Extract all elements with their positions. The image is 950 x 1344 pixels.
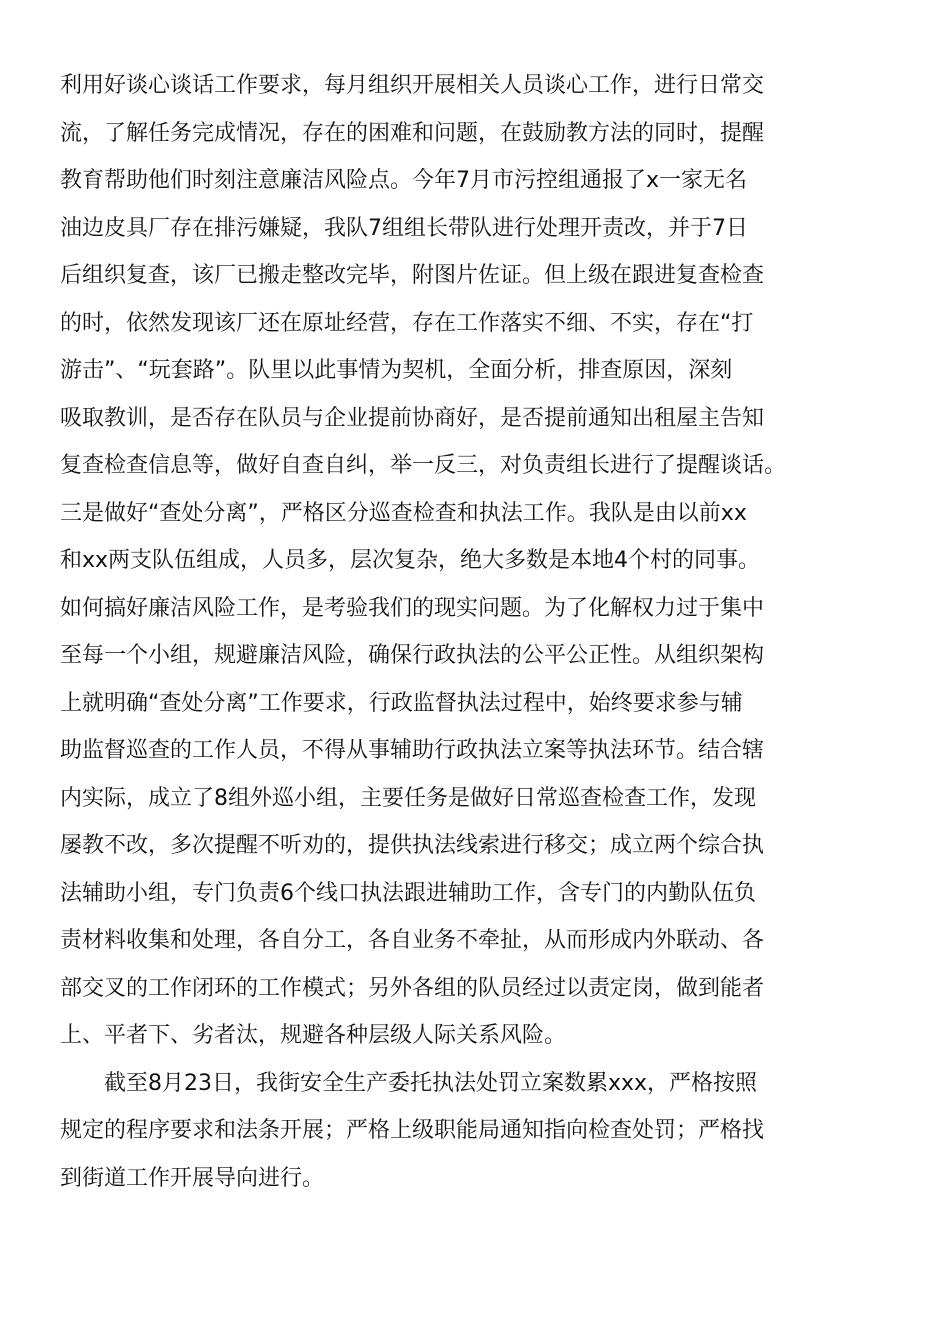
document-page (60, 62, 890, 1202)
text-line: 复查检查信息等，做好自查自纠，举一反三，对负责组长进行了提醒谈话。 (60, 453, 787, 478)
text-line: 上、平者下、劣者汰，规避各种层级人际关系风险。 (60, 1023, 567, 1048)
text-line: 油边皮具厂存在排污嫌疑，我队7组组长带队进行处理开责改，并于7日 (60, 215, 748, 241)
text-line: 到街道工作开展导向进行。 (60, 1165, 325, 1191)
text-line: 教育帮助他们时刻注意廉洁风险点。今年7月市污控组通报了x一家无名 (60, 168, 748, 193)
text-line: 规定的程序要求和法条开展；严格上级职能局通知指向检查处罚；严格找 (60, 1118, 765, 1143)
text-line: 上就明确“查处分离”工作要求，行政监督执法过程中，始终要求参与辅 (60, 690, 743, 716)
text-line: 法辅助小组，专门负责6个线口执法跟进辅助工作，含专门的内勤队伍负 (60, 880, 756, 906)
text-line: 如何搞好廉洁风险工作，是考验我们的现实问题。为了化解权力过于集中 (60, 595, 765, 621)
text-line: 利用好谈心谈话工作要求，每月组织开展相关人员谈心工作，进行日常交 (60, 73, 765, 98)
paragraph-3 (60, 1060, 890, 1203)
text-line: 截至8月23日，我街安全生产委托执法处罚立案数累xxx，严格按照 (60, 1070, 758, 1096)
text-line: 部交叉的工作闭环的工作模式；另外各组的队员经过以责定岗，做到能者 (60, 975, 765, 1001)
text-line: 助监督巡查的工作人员，不得从事辅助行政执法立案等执法环节。结合辖 (60, 738, 765, 763)
paragraph-2 (60, 490, 890, 1060)
text-line: 游击”、“玩套路”。队里以此事情为契机，全面分析，排查原因，深刻 (60, 358, 733, 383)
text-line: 流，了解任务完成情况，存在的困难和问题，在鼓励教方法的同时，提醒 (60, 120, 765, 146)
text-line: 的时，依然发现该厂还在原址经营，存在工作落实不细、不实，存在“打 (60, 310, 754, 336)
text-line: 吸取教训，是否存在队员与企业提前协商好，是否提前通知出租屋主告知 (60, 405, 765, 431)
text-line: 后组织复查，该厂已搬走整改完毕，附图片佐证。但上级在跟进复查检查 (60, 263, 765, 288)
text-line: 内实际，成立了8组外巡小组，主要任务是做好日常巡查检查工作，发现 (60, 785, 756, 811)
text-line: 责材料收集和处理，各自分工，各自业务不牵扯，从而形成内外联动、各 (60, 928, 765, 953)
paragraph-1 (60, 62, 890, 490)
text-line: 三是做好“查处分离”，严格区分巡查检查和执法工作。我队是由以前xx (60, 500, 747, 526)
text-line: 和xx两支队伍组成，人员多，层次复杂，绝大多数是本地4个村的同事。 (60, 548, 761, 573)
text-line: 屡教不改，多次提醒不听劝的，提供执法线索进行移交；成立两个综合执 (60, 833, 765, 858)
text-line: 至每一个小组，规避廉洁风险，确保行政执法的公平公正性。从组织架构 (60, 643, 765, 668)
